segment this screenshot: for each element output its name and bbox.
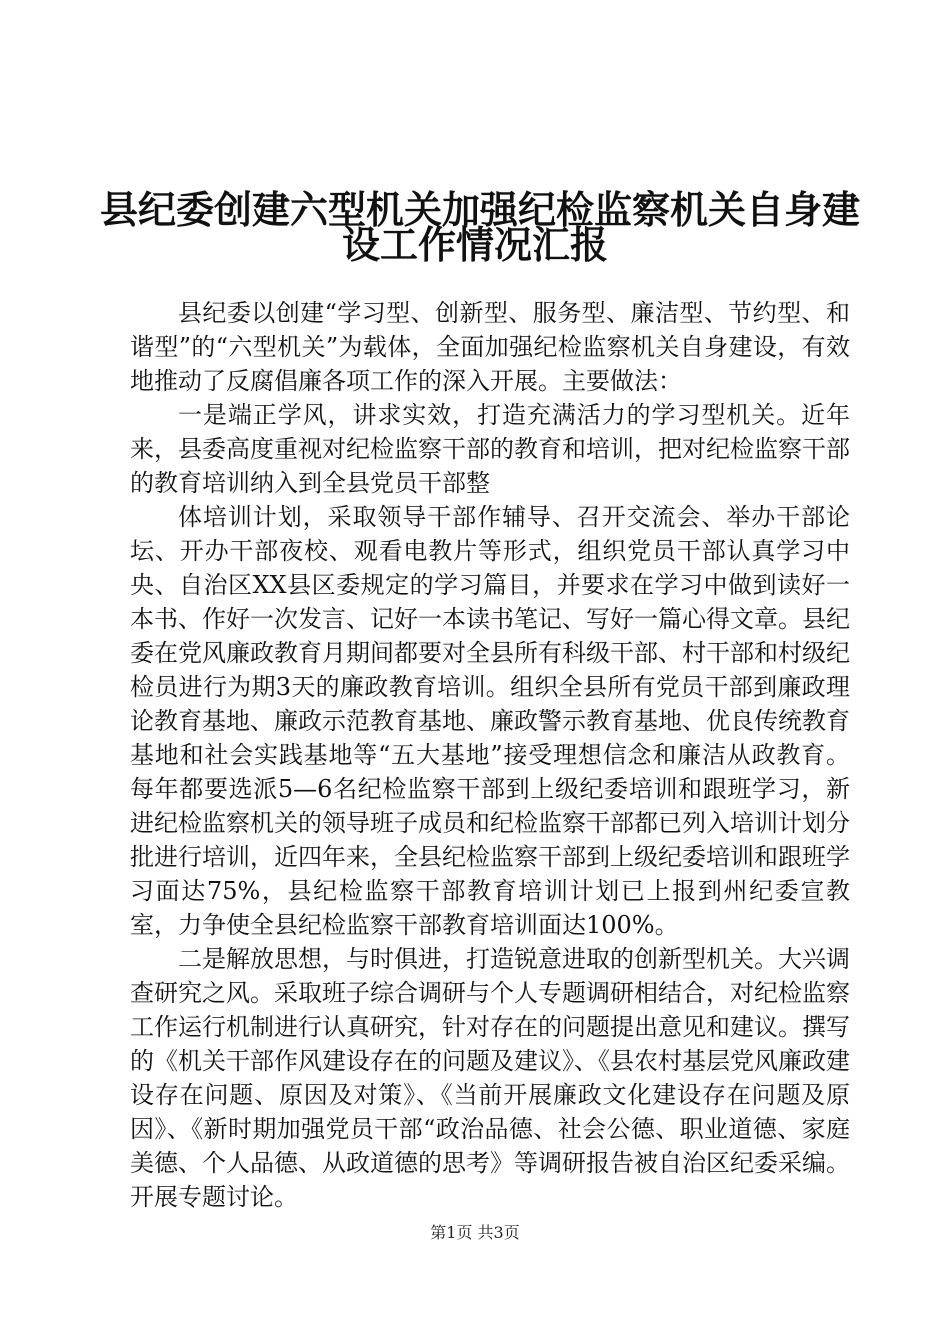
document-body bbox=[130, 296, 850, 1214]
paragraph-training: 体培训计划，采取领导干部作辅导、召开交流会、举办干部论坛、开办干部夜校、观看电教片等形式，组织党员干部认真学习中央、自治区XX县区委规定的学习篇目，并要求在学习中做到读好一本书、作好一次发言、记好一本读书笔记、写好一篇心得文章。县纪委在党风廉政教育月期间都要对全县所有科级干部、村干部和村级纪检员进行为期3天的廉政教育培训。组织全县所有党员干部到廉政理论教育基地、廉政示范教育基地、廉政警示教育基地、优良传统教育基地和社会实践基地等“五大基地”接受理想信念和廉洁从政教育。每年都要选派5—6名纪检监察干部到上级纪委培训和跟班学习，新进纪检监察机关的领导班子成员和纪检监察干部都已列入培训计划分批进行培训，近四年来，全县纪检监察干部到上级纪委培训和跟班学习面达75%，县纪检监察干部教育培训计划已上报到州纪委宣教室，力争使全县纪检监察干部教育培训面达100%。 bbox=[130, 503, 850, 939]
document-title-line-1: 县纪委创建六型机关加强纪检监察机关自身建 bbox=[100, 187, 861, 232]
document-title-line-2: 设工作情况汇报 bbox=[341, 222, 608, 267]
paragraph-intro: 县纪委以创建“学习型、创新型、服务型、廉洁型、节约型、和谐型”的“六型机关”为载体，全面加强纪检监察机关自身建设，有效地推动了反腐倡廉各项工作的深入开展。主要做法： bbox=[130, 299, 850, 395]
paragraph-innovation: 二是解放思想，与时俱进，打造锐意进取的创新型机关。大兴调查研究之风。采取班子综合调研与个人专题调研相结合，对纪检监察工作运行机制进行认真研究，针对存在的问题提出意见和建议。撰写的《机关干部作风建设存在的问题及建议》、《县农村基层党风廉政建设存在问题、原因及对策》、《当前开展廉政文化建设存在问题及原因》、《新时期加强党员干部“政治品德、社会公德、职业道德、家庭美德、个人品德、从政道德的思考》等调研报告被自治区纪委采编。开展专题讨论。 bbox=[130, 945, 850, 1211]
paragraph-learning: 一是端正学风，讲求实效，打造充满活力的学习型机关。近年来，县委高度重视对纪检监察干部的教育和培训，把对纪检监察干部的教育培训纳入到全县党员干部整 bbox=[130, 401, 850, 497]
page-footer: 第1页 共3页 bbox=[430, 1223, 520, 1242]
